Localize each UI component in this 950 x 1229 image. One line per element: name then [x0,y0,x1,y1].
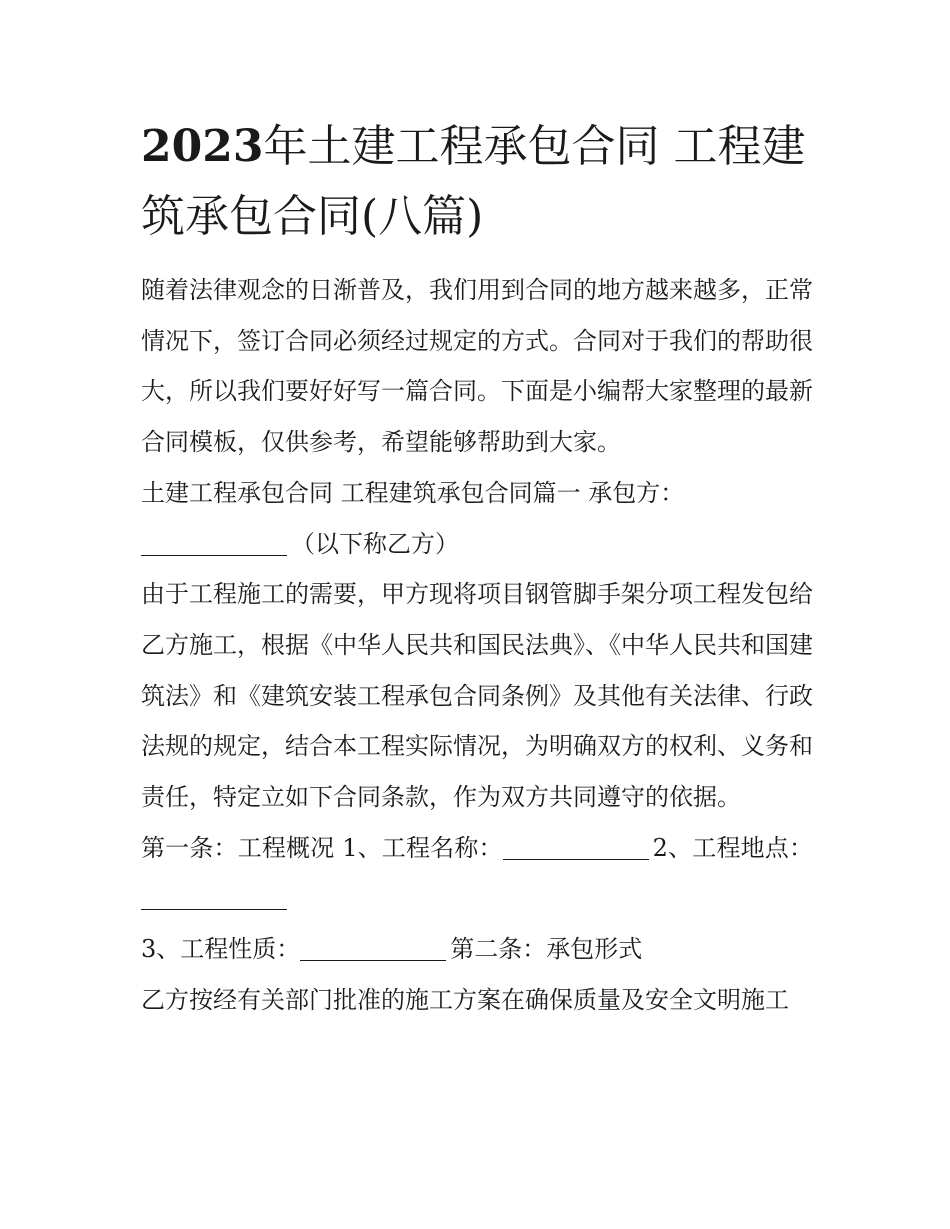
title-text: 年土建工程承包合同 工程建筑承包合同(八篇) [141,121,806,242]
intro-paragraph: 随着法律观念的日渐普及，我们用到合同的地方越来越多，正常情况下，签订合同必须经过规定的方式。合同对于我们的帮助很大，所以我们要好好写一篇合同。下面是小编帮大家整理的最新合同模板，仅供参考，希望能够帮助到大家。 [141,276,813,457]
body-paragraph: 由于工程施工的需要，甲方现将项目钢管脚手架分项工程发包给乙方施工，根据《中华人民共和国民法典》、《中华人民共和国建筑法》和《建筑安装工程承包合同条例》及其他有关法律、行政法规的规定，结合本工程实际情况，为明确双方的权利、义务和责任，特定立如下合同条款，作为双方共同遵守的依据。 [141,580,813,812]
article1-nature-line [141,924,813,975]
last-paragraph: 乙方按经有关部门批准的施工方案在确保质量及安全文明施工 [141,985,789,1014]
party-b-blank [141,531,287,556]
article1-prefix: 第一条：工程概况 1、工程名称： [141,833,503,862]
party-b-note: （以下称乙方） [291,529,459,558]
document-page [141,112,813,1026]
project-location-blank [141,885,287,910]
title-year: 2023 [141,121,264,172]
party-b-line [141,519,813,570]
section1-heading: 土建工程承包合同 工程建筑承包合同篇一 承包方： [141,478,685,507]
project-nature-blank [300,936,446,961]
project-name-blank [503,835,649,860]
article1-line [141,823,813,924]
location-label: 2、工程地点： [652,833,813,862]
document-title [141,112,813,252]
nature-label: 3、工程性质： [141,935,301,964]
article2-heading: 第二条：承包形式 [450,935,643,964]
